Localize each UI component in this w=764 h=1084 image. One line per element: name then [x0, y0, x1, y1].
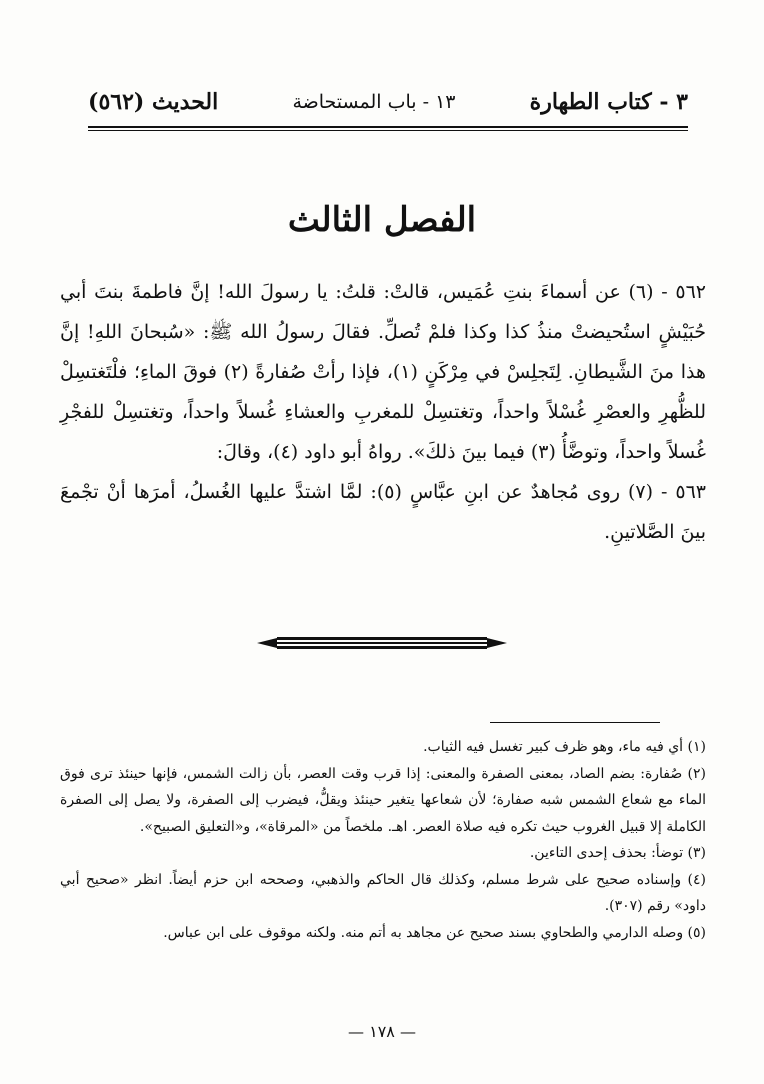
- footnote: (٤) وإسناده صحيح على شرط مسلم، وكذلك قال الحاكم والذهبي، وصححه ابن حزم أيضاً. انظر «صحيح أبي داود» رقم (٣٠٧).: [60, 871, 706, 914]
- main-text: [60, 272, 706, 552]
- footnote: (١) أي فيه ماء، وهو ظرف كبير تغسل فيه الثياب.: [423, 739, 706, 755]
- footnote: (٥) وصله الدارمي والطحاوي بسند صحيح عن مجاهد به أتم منه. ولكنه موقوف على ابن عباس.: [163, 924, 706, 941]
- footnote-rule: [490, 722, 660, 723]
- section-title: الفصل الثالث: [287, 200, 477, 240]
- footnotes: [60, 734, 706, 946]
- header-rule-thin: [88, 130, 688, 131]
- header-book-title: ٣ - كتاب الطهارة: [529, 89, 688, 115]
- hadith-paragraph: ٥٦٢ - (٦) عن أسماءَ بنتِ عُمَيس، قالتْ: قلتُ: يا رسولَ الله! إنَّ فاطمةَ بنتَ أبي حُبَيْشٍ استُحيضتْ منذُ كذا وكذا فلمْ تُصلِّ. فقالَ رسولُ الله ﷺ: «سُبحانَ اللهِ! إنَّ هذا منَ الشَّيطانِ. لِتَجلِسْ في مِرْكَنٍ (١)، فإذا رأتْ صُفارةً (٢) فوقَ الماءِ؛ فلْتَغتسِلْ للظُّهرِ والعصْرِ غُسْلاً واحداً، وتغتسِلْ للمغربِ والعشاءِ غُسلاً واحداً، وتغتسِلْ للفجْرِ غُسلاً واحداً، وتوضَّأُ (٣) فيما بينَ ذلكَ». رواهُ أبو داود (٤)، وقالَ:: [60, 281, 706, 463]
- header-hadith-number: الحديث (٥٦٢): [88, 89, 219, 115]
- header-chapter-title: ١٣ - باب المستحاضة: [292, 91, 456, 113]
- page-header: [88, 82, 688, 122]
- hadith-paragraph: ٥٦٣ - (٧) روى مُجاهدٌ عن ابنِ عبَّاسٍ (٥): لمَّا اشتدَّ عليها الغُسلُ، أمرَها أنْ تجْمعَ بينَ الصَّلاتينِ.: [60, 481, 706, 543]
- section-divider-ornament: [257, 632, 507, 654]
- header-rule: [88, 126, 688, 128]
- page-number: — ١٧٨ —: [348, 1022, 416, 1041]
- footnote: (٢) صُفارة: بضم الصاد، بمعنى الصفرة والمعنى: إذا قرب وقت العصر، بأن زالت الشمس، فإنها حينئذ ترى فوق الماء مع شعاع الشمس شبه صفارة؛ لأن شعاعها يتغير حينئذ ويقلُّ، فيضرب إلى الصفرة، ولا يصل إلى الصفرة الكاملة إلا قبيل الغروب حيث تكره فيه صلاة العصر. اهـ. ملخصاً من «المرقاة»، و«التعليق الصبيح».: [60, 765, 706, 835]
- footnote: (٣) توضأ: بحذف إحدى التاءين.: [529, 845, 706, 861]
